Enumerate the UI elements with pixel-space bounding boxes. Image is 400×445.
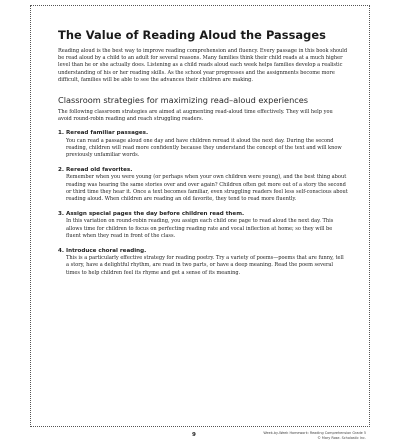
page-title: The Value of Reading Aloud the Passages [58,28,326,42]
strategy-number: 3. [58,211,65,218]
footer-credit-copyright: © Mary Rose. Scholastic Inc. [317,435,366,440]
strategy-text: You can read a passage aloud one day and have children reread it aloud the next day. During the second reading, children will read more confidently because they understand the concept of the text and will know previously unfamiliar words. [66,137,342,159]
strategy-text: Remember when you were young (or perhaps when your own children were young), and the best thing about reading was hearing the same stories over and over again? Children often get more out of a story the second or third time they hear it. Once a text becomes familiar, even struggling readers feel less self-conscious about reading aloud. When children are reading an old favorite, they tend to read more fluently. [66,174,348,203]
strategy-text: In this variation on round-robin reading, you assign each child one page to read aloud the next day. This allows time for children to focus on perfecting reading rate and vocal inflection at home; so they will be fluent when they read in front of the class. [66,218,334,239]
strategy-number: 4. [58,248,65,255]
strategy-item [58,248,348,277]
strategy-number: 2. [58,167,65,174]
strategy-number: 1. [58,130,65,137]
intro-paragraph: Reading aloud is the best way to improve reading comprehension and fluency. Every passage in this book should be read aloud by a child to an adult for several reasons. Many families think their child reads at a much higher level than he or she actually does. Listening as a child reads aloud each week helps families develop a realistic understanding of his or her reading skills. As the school year progresses and the assignments become more difficult, families will be able to see the advances their children are making. [58,48,348,83]
footer-credit [263,431,366,440]
strategy-title: Introduce choral reading. [66,248,147,255]
footer-credit-title: Week-by-Week Homework: Reading Comprehension Grade 5 [263,431,366,435]
strategy-text: This is a particularly effective strategy for reading poetry. Try a variety of poems—poems that are funny, tell a story, have a delightful rhythm, are read in two parts, or have a deep meaning. Read the poem several times to help children feel its rhyme and get a sense of its meaning. [66,255,344,276]
strategy-item [58,130,348,159]
strategy-item [58,167,348,203]
strategy-title: Reread familiar passages. [66,130,149,137]
strategy-title: Reread old favorites. [66,167,133,174]
section-intro: The following classroom strategies are aimed at augmenting read-aloud time effectively. They will help you avoid round-robin reading and reach struggling readers. [58,109,333,123]
page-number: 9 [192,432,196,438]
strategy-title: Assign special pages the day before children read them. [66,211,245,218]
page-content [58,28,348,285]
strategy-item [58,211,348,240]
section-heading: Classroom strategies for maximizing read–aloud experiences [58,95,309,106]
strategy-list [58,130,348,276]
